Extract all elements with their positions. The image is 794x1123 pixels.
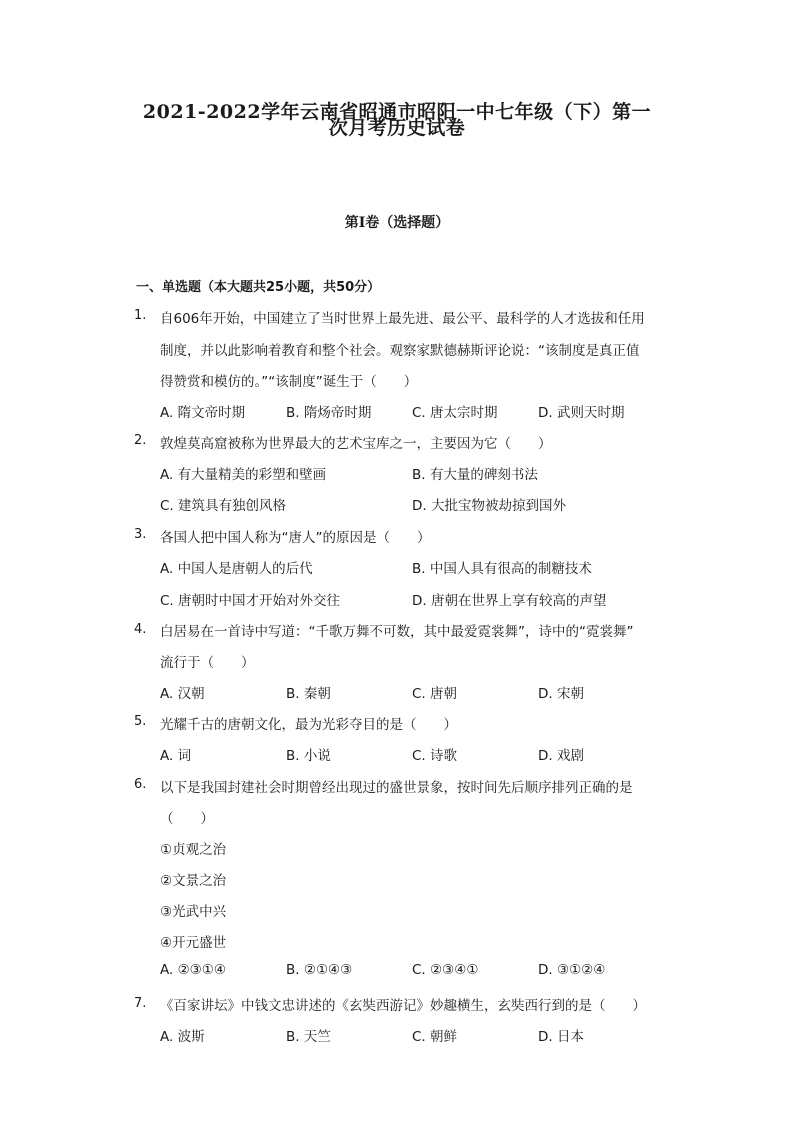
option-d: D. 大批宝物被劫掠到国外 xyxy=(412,498,566,514)
option-d: D. 唐朝在世界上享有较高的声望 xyxy=(412,593,607,609)
question-item-line: ①贞观之治 xyxy=(160,842,227,858)
question-number: 4. xyxy=(134,622,147,637)
exam-title-line-2: 次月考历史试卷 xyxy=(328,117,466,139)
option-d: D. 日本 xyxy=(538,1029,584,1045)
exam-title-line-1: 2021-2022学年云南省昭通市昭阳一中七年级（下）第一 xyxy=(142,101,652,123)
option-a: A. 波斯 xyxy=(160,1029,205,1045)
option-c: C. ②③④① xyxy=(412,962,479,978)
option-c: C. 唐朝 xyxy=(412,686,458,702)
question-number: 7. xyxy=(134,996,147,1011)
question-text-line: 敦煌莫高窟被称为世界最大的艺术宝库之一，主要因为它（ ） xyxy=(160,436,552,452)
option-d: D. ③①②④ xyxy=(538,962,606,978)
option-b: B. 小说 xyxy=(286,748,331,764)
option-b: B. ②①④③ xyxy=(286,962,353,978)
option-c: C. 唐朝时中国才开始对外交往 xyxy=(160,593,341,609)
question-number: 1. xyxy=(134,308,147,323)
option-a: A. 有大量精美的彩塑和壁画 xyxy=(160,467,327,483)
question-text-line: （ ） xyxy=(160,811,214,827)
option-b: B. 隋炀帝时期 xyxy=(286,405,372,421)
option-a: A. 隋文帝时期 xyxy=(160,405,246,421)
option-a: A. 汉朝 xyxy=(160,686,205,702)
option-d: D. 戏剧 xyxy=(538,748,584,764)
option-a: A. ②③①④ xyxy=(160,962,226,978)
option-b: B. 有大量的碑刻书法 xyxy=(412,467,538,483)
question-text-line: 流行于（ ） xyxy=(160,655,255,671)
option-a: A. 中国人是唐朝人的后代 xyxy=(160,561,313,577)
question-text-line: 制度，并以此影响着教育和整个社会。观察家默德赫斯评论说：“该制度是真正值 xyxy=(160,343,640,359)
question-text-line: 《百家讲坛》中钱文忠讲述的《玄奘西游记》妙趣横生，玄奘西行到的是（ ） xyxy=(160,998,646,1014)
question-number: 5. xyxy=(134,714,147,729)
question-number: 2. xyxy=(134,433,147,448)
option-c: C. 诗歌 xyxy=(412,748,458,764)
option-c: C. 建筑具有独创风格 xyxy=(160,498,287,514)
option-d: D. 武则天时期 xyxy=(538,405,625,421)
volume-heading: 第I卷（选择题） xyxy=(344,215,450,231)
option-d: D. 宋朝 xyxy=(538,686,584,702)
question-text-line: 得赞赏和模仿的。”“该制度”诞生于（ ） xyxy=(160,374,418,390)
question-number: 6. xyxy=(134,777,147,792)
section-heading: 一、单选题（本大题共25小题，共50分） xyxy=(136,280,381,295)
question-text-line: 以下是我国封建社会时期曾经出现过的盛世景象，按时间先后顺序排列正确的是 xyxy=(160,780,633,796)
question-text-line: 白居易在一首诗中写道：“千歌万舞不可数，其中最爱霓裳舞”，诗中的“霓裳舞” xyxy=(160,624,634,640)
question-text-line: 光耀千古的唐朝文化，最为光彩夺目的是（ ） xyxy=(160,717,457,733)
option-b: B. 天竺 xyxy=(286,1029,331,1045)
option-b: B. 中国人具有很高的制糖技术 xyxy=(412,561,592,577)
question-text-line: 自606年开始，中国建立了当时世界上最先进、最公平、最科学的人才选拔和任用 xyxy=(160,311,645,327)
question-item-line: ④开元盛世 xyxy=(160,935,227,951)
option-a: A. 词 xyxy=(160,748,192,764)
question-number: 3. xyxy=(134,527,147,542)
question-item-line: ③光武中兴 xyxy=(160,904,227,920)
option-b: B. 秦朝 xyxy=(286,686,331,702)
question-text-line: 各国人把中国人称为“唐人”的原因是（ ） xyxy=(160,530,431,546)
option-c: C. 唐太宗时期 xyxy=(412,405,498,421)
option-c: C. 朝鲜 xyxy=(412,1029,458,1045)
question-item-line: ②文景之治 xyxy=(160,873,227,889)
